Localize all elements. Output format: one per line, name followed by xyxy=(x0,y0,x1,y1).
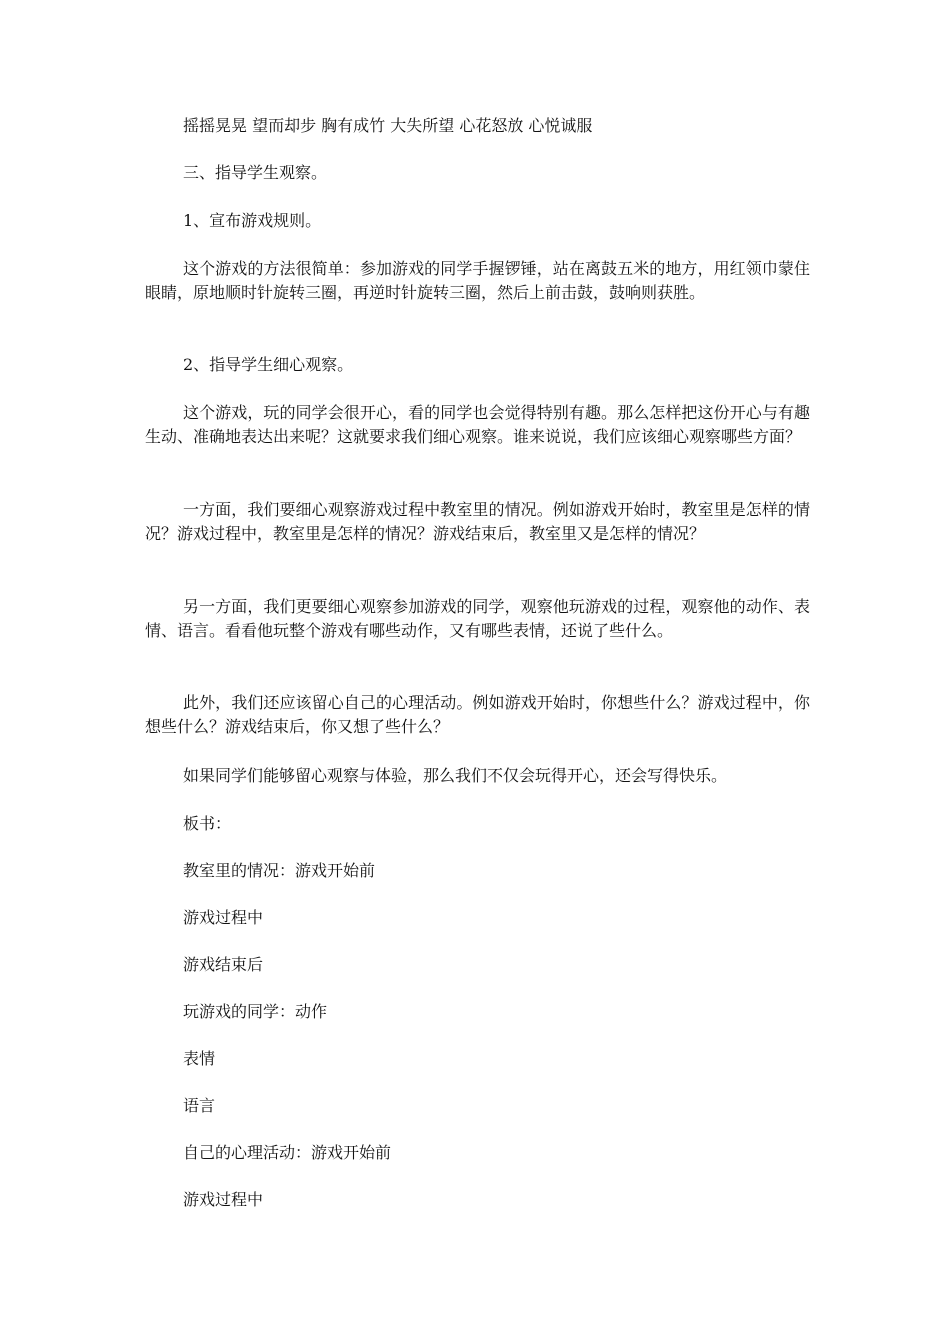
blackboard-item: 游戏过程中 xyxy=(183,908,264,927)
blackboard-item: 游戏过程中 xyxy=(183,1190,264,1209)
paragraph-observation-intro: 这个游戏，玩的同学会很开心，看的同学也会觉得特别有趣。那么怎样把这份开心与有趣生动、准确地表达出来呢？这就要求我们细心观察。谁来说说，我们应该细心观察哪些方面？ xyxy=(145,403,810,446)
blackboard-item: 游戏结束后 xyxy=(183,955,264,974)
section-heading-observe: 三、指导学生观察。 xyxy=(183,163,328,182)
paragraph-player-observation: 另一方面，我们更要细心观察参加游戏的同学，观察他玩游戏的过程，观察他的动作、表情、语言。看看他玩整个游戏有哪些动作，又有哪些表情，还说了些什么。 xyxy=(145,597,810,640)
step-heading-careful-observation: 2、指导学生细心观察。 xyxy=(183,355,354,374)
step-heading-rules: 1、宣布游戏规则。 xyxy=(183,211,322,230)
paragraph-self-reflection: 此外，我们还应该留心自己的心理活动。例如游戏开始时，你想些什么？游戏过程中，你想些什么？游戏结束后，你又想了些什么？ xyxy=(145,693,810,736)
paragraph-game-rules: 这个游戏的方法很简单：参加游戏的同学手握锣锤，站在离鼓五米的地方，用红领巾蒙住眼睛，原地顺时针旋转三圈，再逆时针旋转三圈，然后上前击鼓，鼓响则获胜。 xyxy=(145,259,810,302)
paragraph-idioms: 摇摇晃晃 望而却步 胸有成竹 大失所望 心花怒放 心悦诚服 xyxy=(183,116,593,135)
paragraph-classroom-observation: 一方面，我们要细心观察游戏过程中教室里的情况。例如游戏开始时，教室里是怎样的情况？游戏过程中，教室里是怎样的情况？游戏结束后，教室里又是怎样的情况？ xyxy=(145,500,810,543)
blackboard-item: 教室里的情况：游戏开始前 xyxy=(183,861,376,880)
blackboard-heading: 板书： xyxy=(183,814,232,833)
blackboard-item: 语言 xyxy=(183,1096,216,1115)
blackboard-item: 表情 xyxy=(183,1049,216,1068)
paragraph-conclusion: 如果同学们能够留心观察与体验，那么我们不仅会玩得开心，还会写得快乐。 xyxy=(183,766,728,785)
blackboard-item: 自己的心理活动：游戏开始前 xyxy=(183,1143,392,1162)
blackboard-item: 玩游戏的同学：动作 xyxy=(183,1002,328,1021)
